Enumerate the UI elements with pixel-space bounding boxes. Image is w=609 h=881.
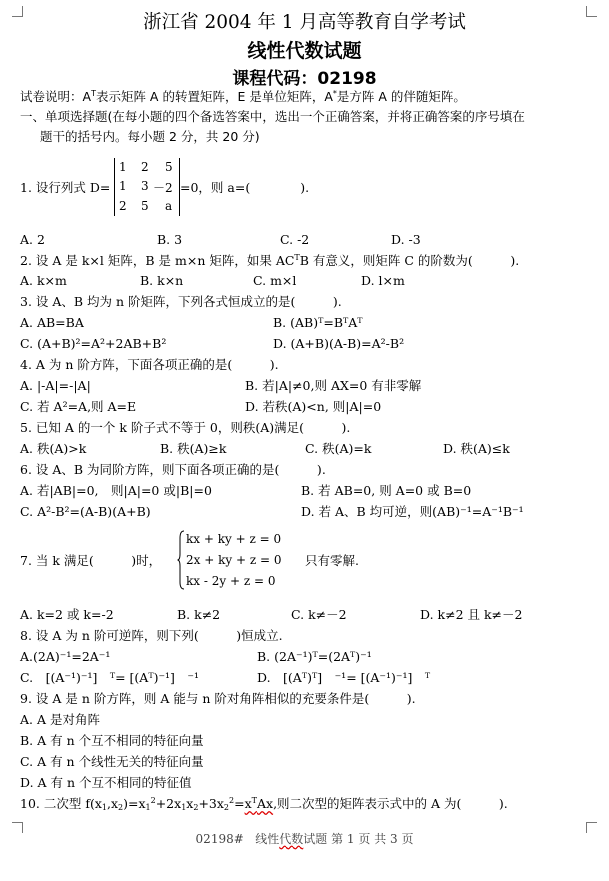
- footer-code: 02198#: [195, 832, 244, 846]
- q1-suffix: =0，则 a=( ).: [180, 180, 310, 195]
- det-cell: 5: [165, 160, 173, 174]
- q6-option-d: D. 若 A、B 均可逆，则(AB)⁻¹=A⁻¹B⁻¹: [301, 504, 524, 519]
- subject-title: 线性代数试题: [247, 40, 362, 62]
- q4-option-a: A. |-A|=-|A|: [20, 378, 91, 393]
- det-cell: 1: [119, 179, 127, 193]
- footer-page: 第 1 页 共 3 页: [331, 832, 414, 846]
- q8-option-c: C. [(A⁻¹)⁻¹] ᵀ= [(Aᵀ)⁻¹] ⁻¹: [20, 670, 200, 685]
- q1-option-d: D. -3: [391, 232, 421, 247]
- spellcheck-underline: $x^TAx$: [244, 796, 274, 811]
- q9-option-b: B. A 有 n 个互不相同的特征向量: [20, 733, 204, 748]
- q5-option-d: D. 秩(A)≤k: [443, 441, 510, 456]
- q1-option-c: C. -2: [280, 232, 310, 247]
- q5-option-a: A. 秩(A)>k: [20, 441, 87, 456]
- q6-option-c: C. A²-B²=(A-B)(A+B): [20, 504, 151, 519]
- q8-option-b: B. (2A⁻¹)ᵀ=(2Aᵀ)⁻¹: [257, 649, 372, 664]
- q8-option-d: D. [(Aᵀ)ᵀ] ⁻¹= [(A⁻¹)⁻¹] ᵀ: [257, 670, 431, 685]
- q8-option-a: A.(2A)⁻¹=2A⁻¹: [20, 649, 111, 664]
- q6-option-a: A. 若|AB|=0, 则|A|=0 或|B|=0: [20, 483, 212, 498]
- q7-option-b: B. k≠2: [177, 607, 221, 622]
- q7-equation: 2x + ky + z = 0: [186, 553, 282, 567]
- q7-option-a: A. k=2 或 k=-2: [20, 607, 114, 622]
- q3-option-c: C. (A+B)²=A²+2AB+B²: [20, 336, 167, 351]
- det-cell: 2: [141, 160, 149, 174]
- q2-stem: 2. 设 A 是 k×l 矩阵，B 是 m×n 矩阵，如果 $AC^TB$ 有意义，则矩阵 C 的阶数为( ).: [20, 253, 520, 268]
- footer-name: 线性代数试题: [255, 832, 328, 846]
- section-heading-cont: 题干的括号内。每小题 2 分，共 20 分): [40, 129, 260, 144]
- exam-title: 浙江省 2004 年 1 月高等教育自学考试: [143, 12, 466, 33]
- q7-prefix: 7. 当 k 满足( )时，: [20, 553, 162, 568]
- q3-option-a: A. AB=BA: [20, 315, 84, 330]
- q5-stem: 5. 已知 A 的一个 k 阶子式不等于 0，则秩(A)满足( ).: [20, 420, 351, 435]
- course-code: 课程代码：02198: [232, 69, 377, 89]
- q9-stem: 9. 设 A 是 n 阶方阵，则 A 能与 n 阶对角阵相似的充要条件是( ).: [20, 691, 416, 706]
- det-cell: 1: [119, 160, 127, 174]
- q1-determinant: [114, 158, 180, 216]
- q2-option-c: C. m×l: [253, 273, 297, 288]
- spellcheck-underline: 代数: [279, 832, 304, 846]
- det-cell: 5: [141, 199, 149, 213]
- det-cell: 2: [119, 199, 127, 213]
- q7-equation: kx - 2y + z = 0: [186, 574, 276, 588]
- q3-option-d: D. (A+B)(A-B)=A²-B²: [273, 336, 405, 351]
- det-cell: a: [165, 199, 173, 213]
- q1-prefix: 1. 设行列式 D=: [20, 180, 111, 195]
- q1-option-a: A. 2: [20, 232, 45, 247]
- q7-equation: kx + ky + z = 0: [186, 532, 282, 546]
- q7-option-c: C. k≠－2: [291, 607, 347, 622]
- q3-stem: 3. 设 A、B 均为 n 阶矩阵，下列各式恒成立的是( ).: [20, 294, 342, 309]
- q7-option-d: D. k≠2 且 k≠－2: [420, 607, 523, 622]
- q1-option-b: B. 3: [157, 232, 183, 247]
- q2-option-d: D. l×m: [361, 273, 405, 288]
- q5-option-b: B. 秩(A)≥k: [160, 441, 227, 456]
- exam-note: 试卷说明：$A^T$表示矩阵 A 的转置矩阵，E 是单位矩阵，A*是方阵 A 的伴随矩阵。: [20, 89, 466, 104]
- q4-option-c: C. 若 A²=A,则 A=E: [20, 399, 137, 414]
- q9-option-c: C. A 有 n 个线性无关的特征向量: [20, 754, 204, 769]
- det-cell: －2: [153, 181, 173, 195]
- det-cell: 3: [141, 179, 149, 193]
- q4-option-d: D. 若秩(A)<n, 则|A|=0: [245, 399, 382, 414]
- q7-suffix: 只有零解.: [305, 553, 359, 568]
- q8-stem: 8. 设 A 为 n 阶可逆阵，则下列( )恒成立.: [20, 628, 283, 643]
- q3-option-b: B. (AB)ᵀ=BᵀAᵀ: [273, 315, 363, 330]
- q9-option-d: D. A 有 n 个互不相同的特征值: [20, 775, 192, 790]
- q2-option-a: A. k×m: [20, 273, 67, 288]
- q6-option-b: B. 若 AB=0, 则 A=0 或 B=0: [301, 483, 472, 498]
- section-heading: 一、单项选择题(在每小题的四个备选答案中，选出一个正确答案，并将正确答案的序号填在: [20, 109, 525, 124]
- page-footer: [0, 830, 609, 847]
- q10-stem: 10. 二次型 $f(x_1,x_2)=x_1^2+2x_1x_2+3x_2^2=x^TAx$,则二次型的矩阵表示式中的 A 为( ).: [20, 796, 508, 812]
- q6-stem: 6. 设 A、B 为同阶方阵，则下面各项正确的是( ).: [20, 462, 326, 477]
- q2-option-b: B. k×n: [140, 273, 184, 288]
- q4-option-b: B. 若|A|≠0,则 AX=0 有非零解: [245, 378, 422, 393]
- left-brace-icon: [177, 530, 185, 590]
- q9-option-a: A. A 是对角阵: [20, 712, 100, 727]
- q5-option-c: C. 秩(A)=k: [305, 441, 372, 456]
- q4-stem: 4. A 为 n 阶方阵，下面各项正确的是( ).: [20, 357, 279, 372]
